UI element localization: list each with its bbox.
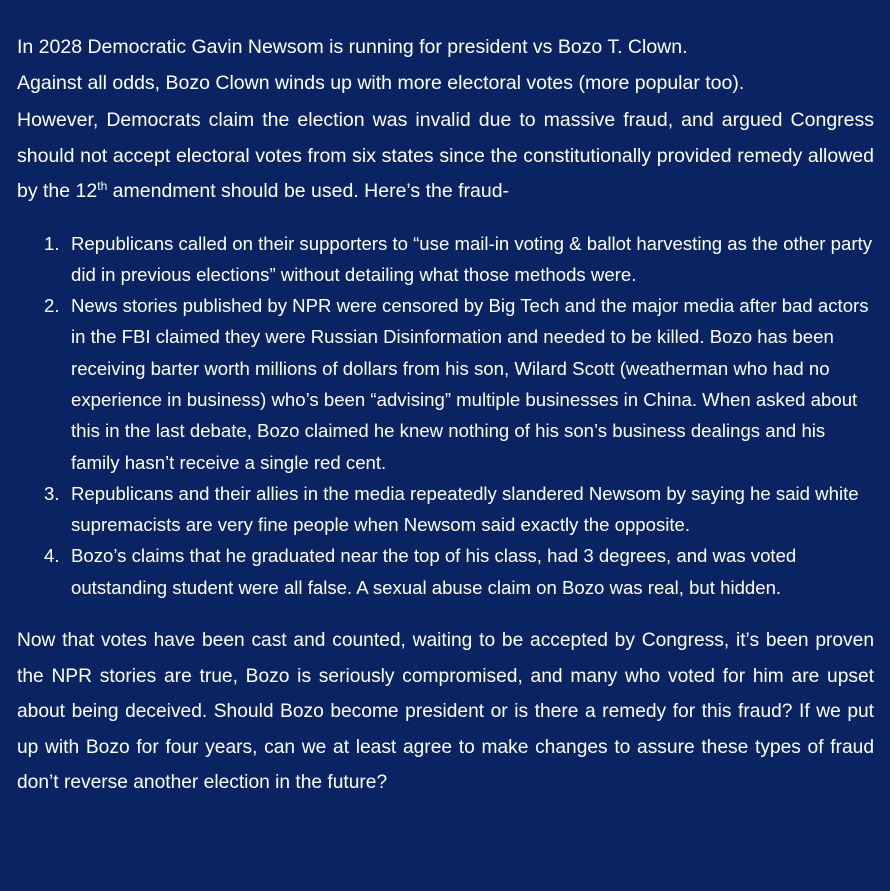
list-item-text: News stories published by NPR were censored by Big Tech and the major media after bad actors in the FBI claimed they were Russian Disinformation and needed to be killed. Bozo has been receiving barter worth millions of dollars from his son, Wilard Scott (weatherman who had no experience in business) who’s been “advising” multiple businesses in China. When asked about this in the last debate, Bozo claimed he knew nothing of his son’s business dealings and his family hasn’t receive a single red cent. [71, 295, 869, 473]
list-item [17, 228, 874, 291]
closing-paragraph: Now that votes have been cast and counted, waiting to be accepted by Congress, it’s been proven the NPR stories are true, Bozo is seriously compromised, and many who voted for him are upset about being deceived. Should Bozo become president or is there a remedy for this fraud? If we put up with Bozo for four years, can we at least agree to make changes to assure these types of fraud don’t reverse another election in the future? [17, 630, 874, 794]
list-item-number: 1. [44, 232, 60, 254]
list-item [17, 290, 874, 478]
claim-text-start: However, Democrats claim the election was invalid due to massive fraud, and argued Congress should not accept electoral votes from six states since the constitutionally provided remedy allowed by the 12 [17, 109, 874, 202]
list-item-number: 2. [44, 295, 60, 317]
ordinal-superscript: th [97, 179, 108, 193]
list-item-text: Bozo’s claims that he graduated near the top of his class, had 3 degrees, and was voted outstanding student were all false. A sexual abuse claim on Bozo was real, but hidden. [71, 545, 797, 598]
claim-paragraph [17, 103, 874, 210]
list-item-number: 4. [44, 545, 60, 567]
list-item [17, 478, 874, 541]
fraud-list [17, 228, 874, 604]
list-item-number: 3. [44, 482, 60, 504]
intro-paragraph: In 2028 Democratic Gavin Newsom is running for president vs Bozo T. Clown. [17, 36, 688, 58]
list-item [17, 540, 874, 603]
list-item-text: Republicans and their allies in the media repeatedly slandered Newsom by saying he said white supremacists are very fine people when Newsom said exactly the opposite. [71, 482, 859, 536]
list-item-text: Republicans called on their supporters to “use mail-in voting & ballot harvesting as the other party did in previous elections” without detailing what those methods were. [71, 232, 872, 285]
claim-text-end: amendment should be used. Here’s the fraud- [107, 180, 510, 202]
outcome-paragraph: Against all odds, Bozo Clown winds up with more electoral votes (more popular too). [17, 71, 745, 94]
